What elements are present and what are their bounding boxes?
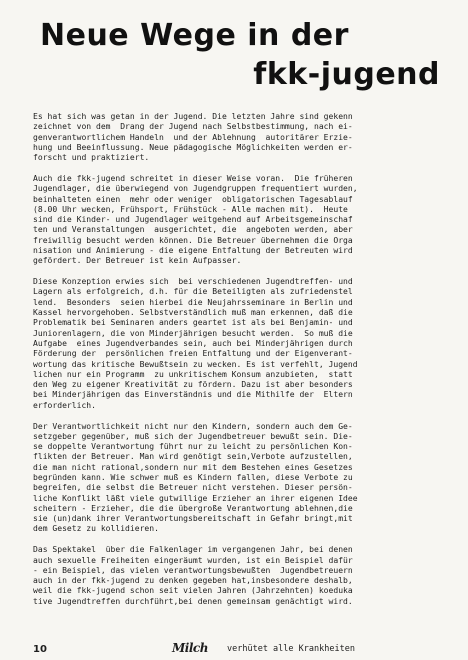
- footer-tagline: verhütet alle Krankheiten: [227, 644, 355, 654]
- article-paragraph: [33, 545, 443, 607]
- text-line: Förderung der persönlichen freien Entfaltung und der Eigenverant-: [33, 349, 353, 359]
- text-line: dem Gesetz zu kollidieren.: [33, 524, 159, 534]
- article-body: [33, 112, 443, 618]
- text-line: lichen nur ein Programm zu unkritischem Konsum anzubieten, statt: [33, 369, 353, 379]
- text-line: gefördert. Der Betreuer ist kein Aufpasser.: [33, 256, 242, 266]
- text-line: hung und Beeinflussung. Neue pädagogische Möglichkeiten werden er-: [33, 142, 353, 152]
- article-title-line-2: fkk-jugend: [253, 57, 440, 92]
- text-line: Lagern als erfolgreich, d.h. für die Beteiligten als zufriedenstel: [33, 287, 353, 297]
- text-line: Diese Konzeption erwies sich bei verschiedenen Jugendtreffen- und: [33, 277, 353, 287]
- article-paragraph: [33, 277, 443, 411]
- article-paragraph: [33, 112, 443, 163]
- text-line: Juniorenlagern, die von Minderjährigen besucht werden. So muß die: [33, 328, 353, 338]
- text-line: weil die fkk-jugend schon seit vielen Jahren (Jahrzehnten) koeduka: [33, 586, 353, 596]
- milch-logo: Milch: [172, 641, 208, 655]
- text-line: sind die Kinder- und Jugendlager weitgehend auf Arbeitsgemeinschaf: [33, 215, 353, 225]
- text-line: Kassel hervorgehoben. Selbstverständlich muß man erkennen, daß die: [33, 308, 353, 318]
- text-line: (8.00 Uhr wecken, Frühsport, Frühstück - Alle machen mit). Heute: [33, 204, 348, 214]
- text-line: wortung das kritische Bewußtsein zu wecken. Es ist verfehlt, Jugend: [33, 359, 358, 369]
- text-line: genverantwortlichem Handeln und der Ablehnung autoritärer Erzie-: [33, 132, 353, 142]
- text-line: nisation und Animierung - die eigene Entfaltung der Betreuten wird: [33, 246, 353, 256]
- text-line: die man nicht rational,sondern nur mit dem Bestehen eines Gesetzes: [33, 462, 353, 472]
- text-line: ten und Veranstaltungen ausgerichtet, die angeboten werden, aber: [33, 225, 353, 235]
- text-line: Es hat sich was getan in der Jugend. Die letzten Jahre sind gekenn: [33, 112, 353, 121]
- text-line: liche Konflikt läßt viele gutwillige Erzieher an ihrer eigenen Idee: [33, 493, 358, 503]
- text-line: begreifen, die selbst die Betreuer nicht verstehen. Dieser persön-: [33, 483, 353, 493]
- text-line: freiwillig besucht werden können. Die Betreuer übernehmen die Orga: [33, 235, 353, 245]
- text-line: beinhalteten einen mehr oder weniger obligatorischen Tagesablauf: [33, 194, 353, 204]
- text-line: flikten der Betreuer. Man wird genötigt sein,Verbote aufzustellen,: [33, 452, 353, 462]
- text-line: forscht und praktiziert.: [33, 153, 150, 163]
- text-line: Der Verantwortlichkeit nicht nur den Kindern, sondern auch dem Ge-: [33, 421, 353, 431]
- page-footer: [33, 641, 453, 658]
- text-line: tive Jugendtreffen durchführt,bei denen gemeinsam genächtigt wird.: [33, 596, 353, 606]
- text-line: auch sexuelle Freiheiten eingeräumt wurden, ist ein Beispiel dafür: [33, 555, 353, 565]
- text-line: den Weg zu eigener Kreativität zu fördern. Dazu ist aber besonders: [33, 380, 353, 390]
- text-line: Jugendlager, die überwiegend von Jugendgruppen frequentiert wurden,: [33, 184, 358, 194]
- article-title-line-1: Neue Wege in der: [40, 18, 349, 53]
- text-line: Das Spektakel über die Falkenlager im vergangenen Jahr, bei denen: [33, 545, 353, 555]
- text-line: setzgeber gegenüber, muß sich der Jugendbetreuer bewußt sein. Die-: [33, 431, 353, 441]
- article-paragraph: [33, 422, 443, 535]
- text-line: se doppelte Verantwortung führt nur zu leicht zu persönlichen Kon-: [33, 442, 353, 452]
- text-line: sie (un)dank ihrer Verantwortungsbereitschaft in Gefahr bringt,mit: [33, 514, 353, 524]
- text-line: erforderlich.: [33, 400, 96, 410]
- text-line: Aufgabe eines Jugendverbandes sein, auch bei Minderjährigen durch: [33, 338, 353, 348]
- text-line: lend. Besonders seien hierbei die Neujahrsseminare in Berlin und: [33, 297, 353, 307]
- text-line: zeichnet von dem Drang der Jugend nach Selbstbestimmung, nach ei-: [33, 122, 353, 132]
- text-line: auch in der fkk-jugend zu denken gegeben hat,insbesondere deshalb,: [33, 576, 353, 586]
- text-line: - ein Beispiel, das vielen verantwortungsbewußten Jugendbetreuern: [33, 565, 353, 575]
- text-line: begründen kann. Wie schwer muß es Kindern fallen, diese Verbote zu: [33, 473, 353, 482]
- text-line: bei Minderjährigen das Einverständnis und die Mithilfe der Eltern: [33, 390, 353, 400]
- text-line: Auch die fkk-jugend schreitet in dieser Weise voran. Die früheren: [33, 173, 353, 183]
- article-paragraph: [33, 174, 443, 267]
- text-line: scheitern - Erzieher, die die übergroße Verantwortung ablehnen,die: [33, 503, 353, 513]
- page-number: 10: [33, 644, 47, 655]
- text-line: Problematik bei Seminaren anders geartet ist als bei Benjamin- und: [33, 318, 353, 328]
